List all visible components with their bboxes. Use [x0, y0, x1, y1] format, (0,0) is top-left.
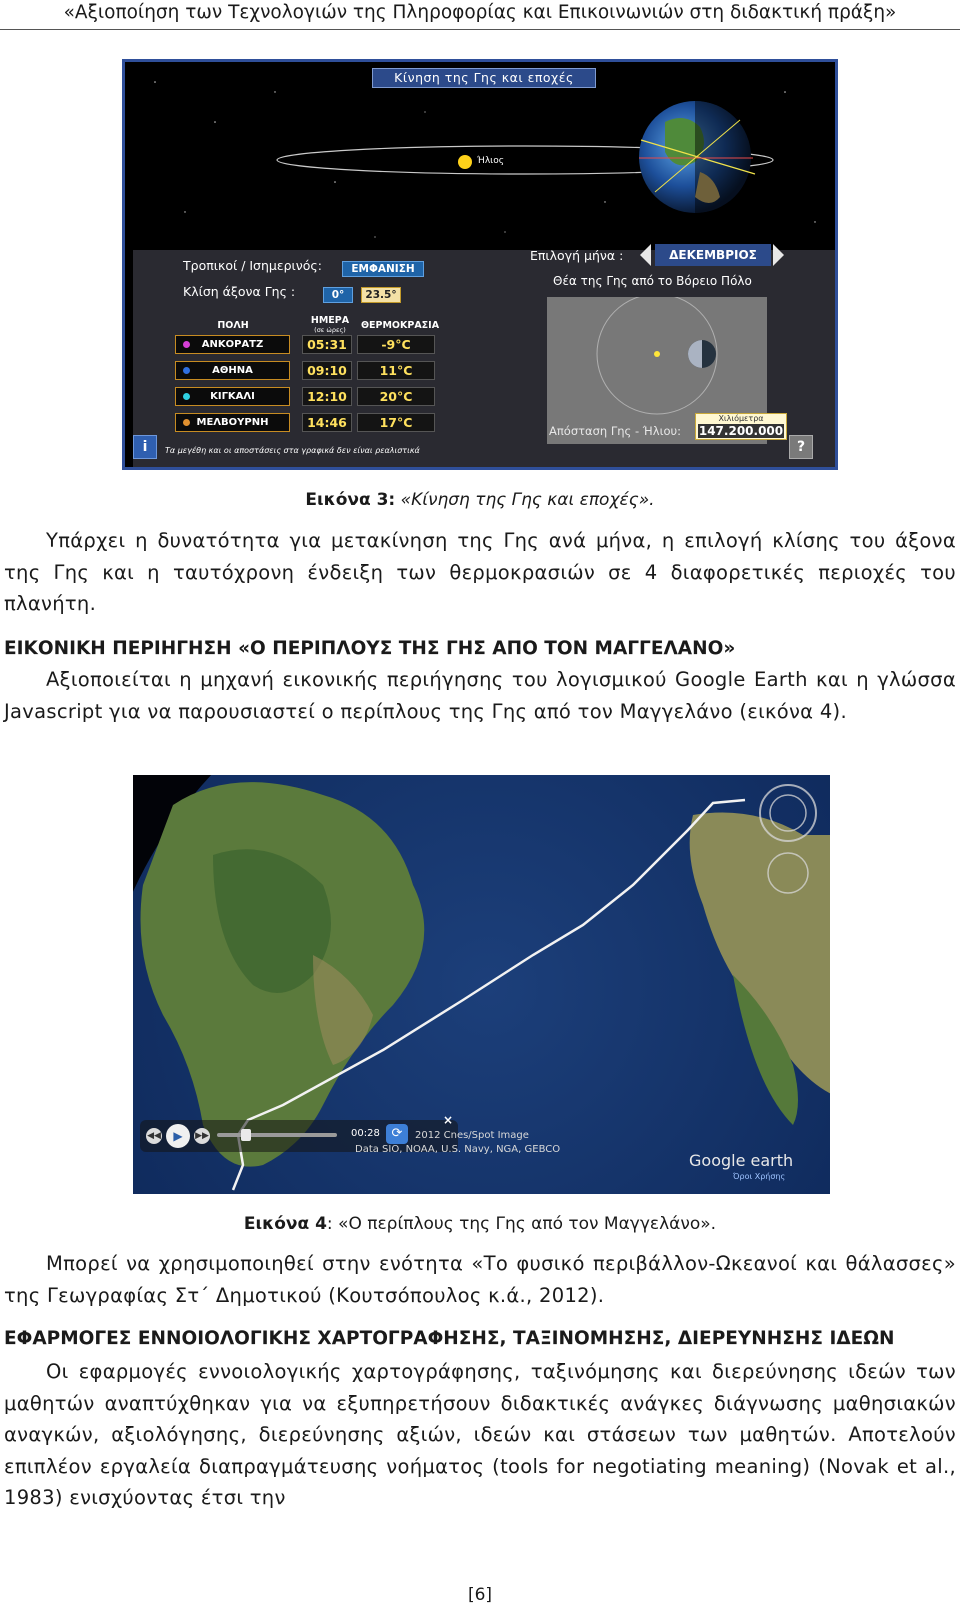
repeat-icon[interactable]: ⟳ — [386, 1124, 408, 1144]
distance-readout — [695, 413, 787, 440]
help-button[interactable]: ? — [789, 435, 813, 459]
slider-thumb[interactable] — [241, 1129, 251, 1141]
tilt-value-button[interactable]: 23.5° — [361, 287, 401, 303]
earth-globe-icon — [639, 101, 755, 213]
paragraph-3: Μπορεί να χρησιμοποιηθεί στην ενότητα «Το φυσικό περιβάλλον-Ωκεανοί και θάλασσες» της Γεωγραφίας Στ΄ Δημοτικού (Κουτσόπουλος κ.ά., 2012). — [4, 1252, 956, 1307]
close-tour-button[interactable]: × — [443, 1113, 454, 1127]
fast-forward-button[interactable]: ▶▶ — [194, 1128, 210, 1144]
city-marker — [183, 419, 190, 426]
tilt-label: Κλίση άξονα Γης : — [183, 284, 296, 299]
city-daylight: 12:10 — [302, 387, 352, 406]
tour-progress-slider[interactable] — [217, 1133, 337, 1137]
city-name[interactable]: ΜΕΛΒΟΥΡΝΗ — [175, 413, 290, 432]
prev-month-button[interactable] — [640, 244, 651, 266]
google-earth-logo: Google earth — [689, 1151, 794, 1170]
tilt-zero-button[interactable]: 0° — [323, 287, 353, 303]
next-month-button[interactable] — [773, 244, 784, 266]
earth-seasons-app — [122, 59, 838, 470]
caption-label: Εικόνα 4 — [243, 1214, 327, 1234]
month-label: Επιλογή μήνα : — [530, 248, 624, 263]
city-temperature: 17°C — [357, 413, 435, 432]
section-heading-2: ΕΦΑΡΜΟΓΕΣ ΕΝΝΟΙΟΛΟΓΙΚΗΣ ΧΑΡΤΟΓΡΑΦΗΣΗΣ, ΤΑΞΙΝΟΜΗΣΗΣ, ΔΙΕΡΕΥΝΗΣΗΣ ΙΔΕΩΝ — [4, 1328, 895, 1349]
page-number: [6] — [467, 1585, 493, 1605]
city-temperature: 20°C — [357, 387, 435, 406]
running-header: «Αξιοποίηση των Τεχνολογιών της Πληροφορίας και Επικοινωνιών στη διδακτική πράξη» — [0, 0, 960, 30]
play-button[interactable]: ▶ — [166, 1124, 190, 1148]
col-day: ΗΜΕΡΑ — [310, 315, 350, 326]
city-daylight: 14:46 — [302, 413, 352, 432]
distance-value: 147.200.000 — [698, 424, 784, 438]
figure3-caption — [0, 490, 960, 510]
rewind-button[interactable]: ◀◀ — [146, 1128, 162, 1144]
caption-label: Εικόνα 3: — [305, 490, 396, 510]
north-pole-view-label: Θέα της Γης από το Βόρειο Πόλο — [553, 274, 752, 288]
data-credit: Data SIO, NOAA, U.S. Navy, NGA, GEBCO — [355, 1144, 561, 1155]
terms-link[interactable]: Όροι Χρήσης — [733, 1172, 786, 1181]
city-marker — [183, 341, 190, 348]
space-view — [125, 62, 835, 250]
show-tropics-button[interactable]: ΕΜΦΑΝΙΣΗ — [342, 261, 424, 277]
sun-icon — [458, 155, 472, 169]
figure4-caption — [0, 1214, 960, 1234]
col-day-sub: (σε ώρες) — [314, 326, 346, 334]
sun-icon — [654, 351, 660, 357]
caption-text: : «Ο περίπλους της Γης από τον Μαγγελάνο». — [326, 1214, 717, 1234]
app-title: Κίνηση της Γης και εποχές — [372, 68, 596, 88]
section-heading-1: ΕΙΚΟΝΙΚΗ ΠΕΡΙΗΓΗΣΗ «Ο ΠΕΡΙΠΛΟΥΣ ΤΗΣ ΓΗΣ ΑΠΟ ΤΟΝ ΜΑΓΓΕΛΑΝΟ» — [4, 638, 736, 659]
col-city: ΠΟΛΗ — [217, 320, 249, 331]
city-daylight: 05:31 — [302, 335, 352, 354]
city-daylight: 09:10 — [302, 361, 352, 380]
city-name[interactable]: ΑΝΚΟΡΑΤΖ — [175, 335, 290, 354]
info-button[interactable]: i — [133, 435, 157, 459]
google-earth-view — [133, 775, 830, 1194]
imagery-credit: 2012 Cnes/Spot Image — [415, 1130, 529, 1141]
city-name[interactable]: ΑΘΗΝΑ — [175, 361, 290, 380]
tour-time: 00:28 — [351, 1128, 380, 1139]
month-display: ΔΕΚΕΜΒΡΙΟΣ — [655, 244, 771, 266]
city-marker — [183, 367, 190, 374]
city-name[interactable]: ΚΙΓΚΑΛΙ — [175, 387, 290, 406]
city-temperature: 11°C — [357, 361, 435, 380]
sun-label: Ήλιος — [477, 156, 504, 166]
city-marker — [183, 393, 190, 400]
distance-unit: Χιλιόμετρα — [718, 414, 764, 423]
paragraph-2: Αξιοποιείται η μηχανή εικονικής περιήγησης του λογισμικού Google Earth και η γλώσσα Javascript για να παρουσιαστεί ο περίπλους της Γης από τον Μαγγελάνο (εικόνα 4). — [4, 668, 956, 723]
col-temp: ΘΕΡΜΟΚΡΑΣΙΑ — [360, 320, 440, 331]
paragraph-4: Οι εφαρμογές εννοιολογικής χαρτογράφησης, ταξινόμησης και διερεύνησης ιδεών των μαθητών αναπτύχθηκαν για να εξυπηρετήσουν διδακτικές ανάγκες διάγνωσης μαθησιακών αναγκών, αξιολόγησης, διερεύνησης αξιών, ιδεών και στάσεων των μαθητών. Αποτελούν επιπλέον εργαλεία διαπραγμάτευσης νοήματος (tools for negotiating meaning) (Novak et al., 1983) ενισχύοντας έτσι την — [4, 1360, 956, 1509]
caption-text: «Κίνηση της Γης και εποχές». — [395, 490, 655, 510]
paragraph-1: Υπάρχει η δυνατότητα για μετακίνηση της Γης ανά μήνα, η επιλογή κλίσης του άξονα της Γης και η ταυτόχρονη ένδειξη των θερμοκρασιών σε 4 διαφορετικές περιοχές του πλανήτη. — [4, 529, 956, 615]
tropics-label: Τροπικοί / Ισημερινός: — [183, 258, 322, 273]
city-temperature: -9°C — [357, 335, 435, 354]
distance-label: Απόσταση Γης - Ήλιου: — [549, 424, 682, 438]
disclaimer-note: Τα μεγέθη και οι αποστάσεις στα γραφικά δεν είναι ρεαλιστικά — [165, 446, 420, 455]
